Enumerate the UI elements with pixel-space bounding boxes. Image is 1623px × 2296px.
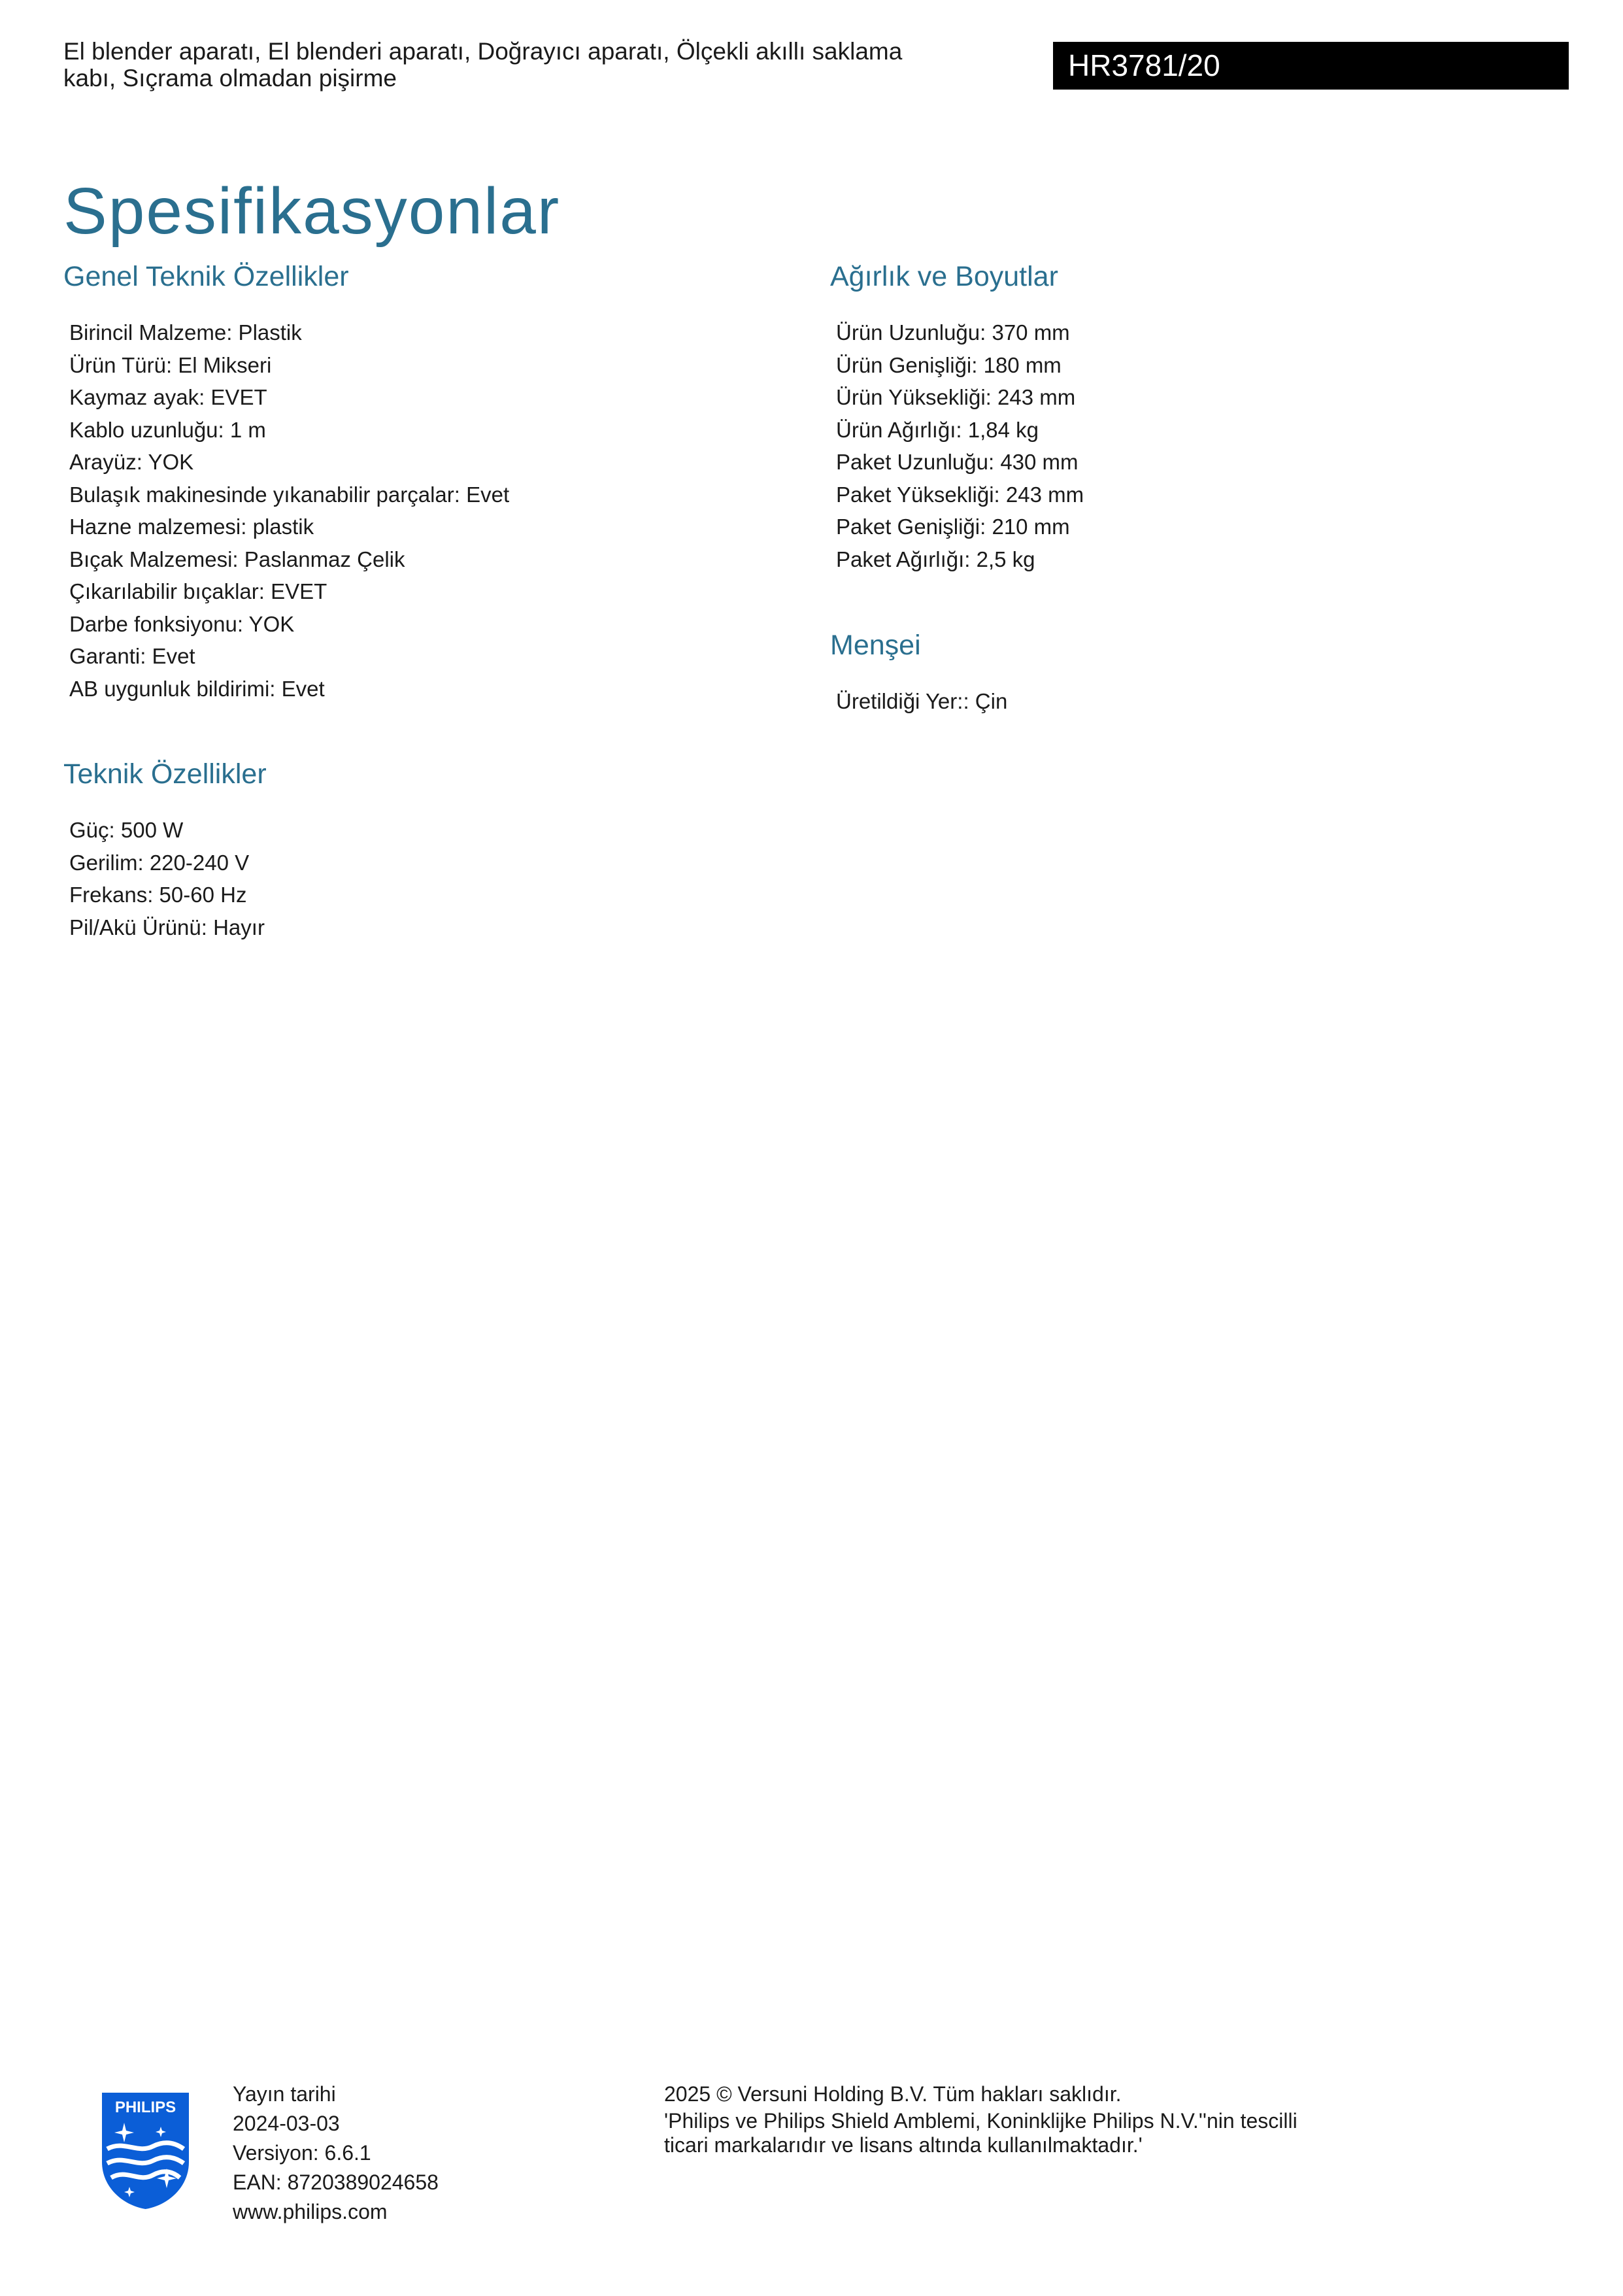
spec-item: Frekans: 50-60 Hz bbox=[69, 883, 247, 907]
spec-list bbox=[63, 316, 509, 705]
spec-item: Ürün Yüksekliği: 243 mm bbox=[836, 385, 1076, 409]
trademark-line-2: ticari markalarıdır ve lisans altında kullanılmaktadır.' bbox=[664, 2133, 1143, 2157]
website-link[interactable]: www.philips.com bbox=[233, 2200, 388, 2223]
header-description-line-2: kabı, Sıçrama olmadan pişirme bbox=[63, 65, 397, 92]
section-title: Ağırlık ve Boyutlar bbox=[830, 261, 1058, 292]
spec-item: Arayüz: YOK bbox=[69, 450, 194, 474]
section-technical-specs bbox=[63, 756, 267, 943]
spec-item: AB uygunluk bildirimi: Evet bbox=[69, 676, 325, 701]
spec-item: Bulaşık makinesinde yıkanabilir parçalar: Evet bbox=[69, 482, 510, 507]
spec-item: Birincil Malzeme: Plastik bbox=[69, 320, 302, 345]
section-title: Menşei bbox=[830, 630, 921, 661]
spec-item: Hazne malzemesi: plastik bbox=[69, 515, 314, 539]
spec-item: Kaymaz ayak: EVET bbox=[69, 385, 267, 409]
spec-item: Garanti: Evet bbox=[69, 644, 195, 668]
spec-item: Paket Ağırlığı: 2,5 kg bbox=[836, 547, 1035, 571]
spec-item: Paket Genişliği: 210 mm bbox=[836, 515, 1070, 539]
spec-item: Çıkarılabilir bıçaklar: EVET bbox=[69, 579, 327, 603]
ean-code: EAN: 8720389024658 bbox=[233, 2170, 439, 2194]
copyright: 2025 © Versuni Holding B.V. Tüm hakları saklıdır. bbox=[664, 2082, 1122, 2106]
spec-list bbox=[830, 316, 1084, 575]
spec-item: Ürün Genişliği: 180 mm bbox=[836, 352, 1062, 377]
publish-date: 2024-03-03 bbox=[233, 2112, 340, 2135]
philips-shield-svg bbox=[98, 2089, 193, 2212]
spec-list bbox=[63, 814, 267, 943]
section-origin bbox=[830, 628, 1007, 718]
spec-item: Paket Yüksekliği: 243 mm bbox=[836, 482, 1084, 507]
spec-item: Darbe fonksiyonu: YOK bbox=[69, 611, 295, 636]
spec-item: Ürün Ağırlığı: 1,84 kg bbox=[836, 417, 1039, 442]
spec-list bbox=[830, 685, 1007, 718]
philips-shield-logo-icon bbox=[98, 2089, 193, 2212]
spec-item: Paket Uzunluğu: 430 mm bbox=[836, 450, 1079, 474]
version: Versiyon: 6.6.1 bbox=[233, 2141, 371, 2165]
legal-notice bbox=[664, 2080, 1383, 2157]
section-title: Genel Teknik Özellikler bbox=[63, 261, 349, 292]
spec-item: Güç: 500 W bbox=[69, 818, 184, 842]
spec-item: Gerilim: 220-240 V bbox=[69, 850, 250, 875]
publication-info bbox=[233, 2080, 439, 2227]
page-title: Spesifikasyonlar bbox=[63, 175, 561, 248]
section-weight-dimensions bbox=[830, 259, 1084, 575]
header-description bbox=[63, 38, 992, 92]
spec-item: Pil/Akü Ürünü: Hayır bbox=[69, 915, 265, 939]
model-number-badge: HR3781/20 bbox=[1053, 42, 1569, 90]
header-description-line-1: El blender aparatı, El blenderi aparatı, Doğrayıcı aparatı, Ölçekli akıllı saklama bbox=[63, 38, 903, 65]
spec-item: Kablo uzunluğu: 1 m bbox=[69, 417, 266, 442]
trademark-line-1: 'Philips ve Philips Shield Amblemi, Koninklijke Philips N.V.''nin tescilli bbox=[664, 2109, 1297, 2133]
spec-item: Ürün Uzunluğu: 370 mm bbox=[836, 320, 1070, 345]
section-title: Teknik Özellikler bbox=[63, 758, 267, 790]
spec-item: Ürün Türü: El Mikseri bbox=[69, 352, 272, 377]
publish-label: Yayın tarihi bbox=[233, 2082, 336, 2106]
spec-item: Bıçak Malzemesi: Paslanmaz Çelik bbox=[69, 547, 405, 571]
spec-item: Üretildiği Yer:: Çin bbox=[836, 689, 1008, 713]
philips-wordmark: PHILIPS bbox=[114, 2099, 176, 2116]
section-general-specs bbox=[63, 259, 509, 705]
